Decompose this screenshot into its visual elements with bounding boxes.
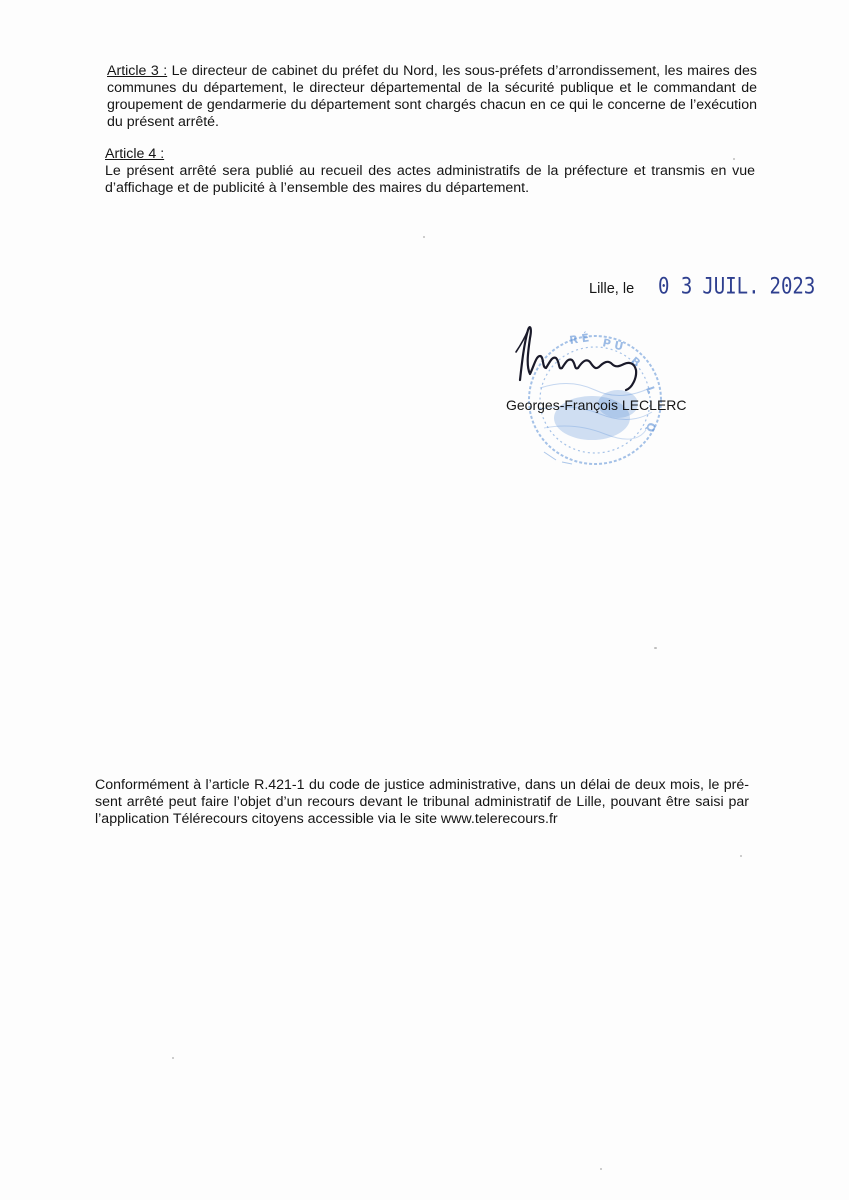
article-4-line-1: Le présent arrêté sera publié au recueil des actes administratifs de la préfecture et transmis en vue: [105, 163, 755, 179]
recours-notice: [95, 777, 749, 828]
article-4: [105, 146, 755, 197]
svg-text:L: L: [643, 384, 658, 396]
date-stamp-day: 0 3: [658, 274, 693, 300]
date-stamp: [658, 274, 815, 299]
svg-text:R É: R É: [568, 331, 591, 347]
article-4-line-2: d’affichage et de publicité à l’ensemble des maires du département.: [105, 180, 530, 196]
scan-speck: [654, 647, 657, 649]
recours-line-2: sent arrêté peut faire l’objet d’un recours devant le tribunal administratif de Lille, pouvant être saisi par: [95, 794, 749, 810]
article-4-heading: Article 4 :: [105, 146, 165, 162]
article-3-line-2: communes du département, le directeur départemental de la sécurité publique et le commandant de: [107, 80, 757, 96]
scan-speck: [733, 158, 735, 160]
date-stamp-year: 2023: [769, 274, 816, 300]
place-label: Lille, le: [589, 281, 635, 297]
scan-speck: [172, 1057, 174, 1059]
recours-line-3: l’application Télérecours citoyens accessible via le site www.telerecours.fr: [95, 811, 558, 827]
article-3: [107, 63, 757, 131]
svg-text:P U: P U: [601, 336, 625, 354]
signature-icon: [508, 322, 648, 392]
article-3-line-3: groupement de gendarmerie du département sont chargés chacun en ce qui le concerne de l’exécution: [107, 97, 757, 113]
svg-text:B: B: [628, 354, 643, 370]
signatory-name: Georges-François LECLERC: [506, 397, 687, 413]
scan-speck: [600, 1168, 602, 1170]
scan-speck: [423, 236, 425, 238]
svg-text:Q: Q: [643, 421, 658, 433]
article-3-line-1: [107, 63, 757, 80]
article-3-line-4: du présent arrêté.: [107, 114, 219, 130]
date-stamp-month: JUIL.: [702, 274, 760, 300]
scan-speck: [740, 855, 742, 857]
article-3-text-1: Le directeur de cabinet du préfet du Nord, les sous-préfets d’arrondissement, les maires des: [171, 63, 757, 79]
recours-line-1: Conformément à l’article R.421-1 du code de justice administrative, dans un délai de deux mois, le pré-: [95, 777, 749, 793]
article-3-heading: Article 3 :: [107, 63, 168, 79]
